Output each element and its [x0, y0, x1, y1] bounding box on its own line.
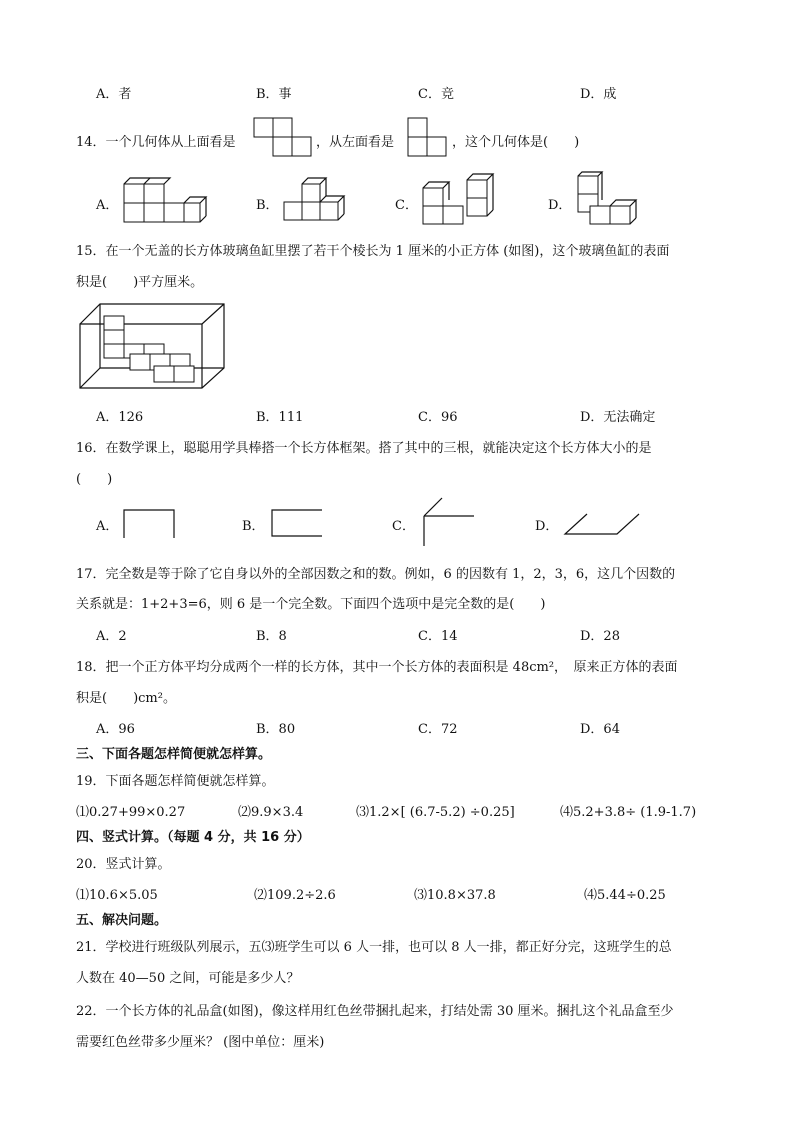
q14-left-view-figure — [408, 118, 448, 156]
q19-item-4: ⑷5.2+3.8÷ (1.9-1.7) — [560, 805, 697, 820]
q18-option-b: B．80 — [256, 722, 296, 737]
q15-option-c: C．96 — [418, 410, 458, 425]
q19-item-3: ⑶1.2×[ (6.7-5.2) ÷0.25] — [356, 805, 515, 820]
q17-line-2: 关系就是：1+2+3=6，则 6 是一个完全数。下面四个选项中是完全数的是( ) — [76, 597, 546, 612]
q18-option-c: C．72 — [418, 722, 458, 737]
q17-line-1: 17．完全数是等于除了它自身以外的全部因数之和的数。例如，6 的因数有 1，2，3，6，这几个因数的 — [76, 567, 676, 582]
q14-option-a-figure — [122, 176, 204, 226]
q17-option-c: C．14 — [418, 629, 458, 644]
q16-line-1: 16．在数学课上，聪聪用学具棒搭一个长方体框架。搭了其中的三根，就能决定这个长方体大小的是 — [76, 441, 652, 456]
q20-item-3: ⑶10.8×37.8 — [414, 888, 496, 903]
q17-option-d: D．28 — [580, 629, 620, 644]
q16-option-a-figure — [122, 508, 178, 540]
q14-top-view-figure — [254, 118, 314, 156]
q13-option-c: C．竞 — [418, 87, 454, 102]
q20-title: 20．竖式计算。 — [76, 857, 171, 872]
q20-item-4: ⑷5.44÷0.25 — [584, 888, 666, 903]
q13-option-b: B．事 — [256, 87, 292, 102]
q16-line-2: ( ) — [76, 472, 113, 487]
q14-option-c: C． — [395, 198, 418, 213]
q16-option-b-figure — [270, 508, 326, 540]
q19-item-2: ⑵9.9×3.4 — [238, 805, 304, 820]
q17-option-b: B．8 — [256, 629, 287, 644]
q20-item-1: ⑴10.6×5.05 — [76, 888, 158, 903]
q22-line-2: 需要红色丝带多少厘米？ (图中单位：厘米) — [76, 1035, 325, 1050]
q20-item-2: ⑵109.2÷2.6 — [254, 888, 336, 903]
q18-line-1: 18．把一个正方体平均分成两个一样的长方体，其中一个长方体的表面积是 48cm²， 原来正方体的表面 — [76, 660, 678, 675]
q18-line-2: 积是( )cm²。 — [76, 691, 176, 706]
q15-option-a: A．126 — [96, 410, 144, 425]
q19-item-1: ⑴0.27+99×0.27 — [76, 805, 186, 820]
q16-option-c-figure — [418, 496, 478, 548]
q21-line-1: 21．学校进行班级队列展示，五⑶班学生可以 6 人一排，也可以 8 人一排，都正好分完，这班学生的总 — [76, 940, 672, 955]
q21-line-2: 人数在 40—50 之间，可能是多少人？ — [76, 971, 300, 986]
q22-line-1: 22．一个长方体的礼品盒(如图)，像这样用红色丝带捆扎起来，打结处需 30 厘米。捆扎这个礼品盒至少 — [76, 1004, 674, 1019]
q16-option-a: A． — [96, 519, 119, 534]
q17-option-a: A．2 — [96, 629, 127, 644]
q18-option-a: A．96 — [96, 722, 135, 737]
q15-line-2: 积是( )平方厘米。 — [76, 275, 204, 290]
q14-option-b: B． — [256, 198, 279, 213]
q14-option-a: A． — [96, 198, 119, 213]
q14-text-1: 14．一个几何体从上面看是 — [76, 135, 236, 150]
q15-line-1: 15．在一个无盖的长方体玻璃鱼缸里摆了若干个棱长为 1 厘米的小正方体 (如图)，这个玻璃鱼缸的表面 — [76, 244, 670, 259]
q19-title: 19．下面各题怎样简便就怎样算。 — [76, 774, 275, 789]
q15-option-b: B．111 — [256, 410, 304, 425]
q13-option-d: D．成 — [580, 87, 617, 102]
section-4-heading: 四、竖式计算。（每题 4 分，共 16 分） — [76, 830, 310, 845]
q14-option-c-figure — [421, 174, 499, 226]
q14-option-d: D． — [548, 198, 572, 213]
section-5-heading: 五、解决问题。 — [76, 913, 168, 928]
q14-text-2: ，从左面看是 — [316, 135, 395, 150]
q16-option-d: D． — [535, 519, 559, 534]
q14-option-d-figure — [576, 172, 640, 228]
q14-option-b-figure — [282, 178, 344, 224]
section-3-heading: 三、下面各题怎样简便就怎样算。 — [76, 747, 272, 762]
q13-option-a: A．者 — [96, 87, 132, 102]
q18-option-d: D．64 — [580, 722, 620, 737]
q16-option-c: C． — [392, 519, 415, 534]
q14-text-3: ，这个几何体是( ) — [452, 135, 580, 150]
q15-option-d: D．无法确定 — [580, 410, 656, 425]
q15-fish-tank-figure — [78, 302, 226, 392]
q16-option-d-figure — [563, 512, 643, 538]
q16-option-b: B． — [242, 519, 265, 534]
